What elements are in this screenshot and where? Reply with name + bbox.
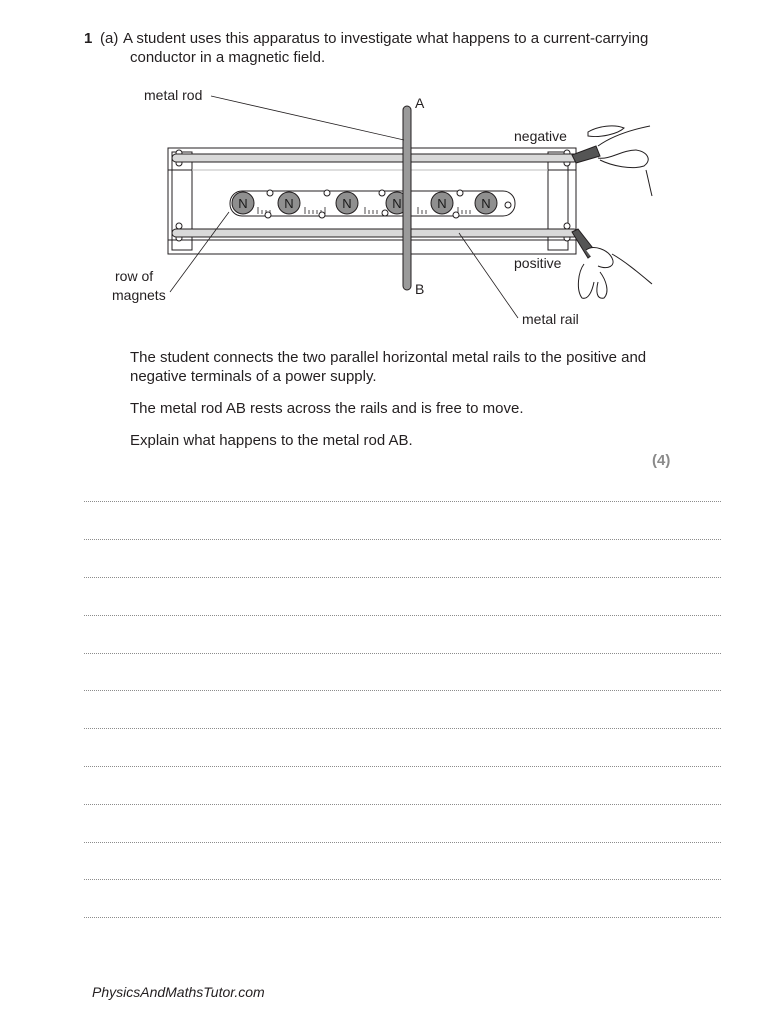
label-end-a: A: [415, 95, 425, 111]
magnet: [278, 192, 300, 214]
answer-line[interactable]: [84, 690, 721, 691]
footer-source: PhysicsAndMathsTutor.com: [92, 984, 265, 1000]
label-row-of: row of: [115, 268, 154, 284]
paragraph-connection-line-1: The student connects the two parallel horizontal metal rails to the positive and: [130, 349, 647, 366]
answer-line[interactable]: [84, 842, 721, 843]
marks-available: (4): [652, 452, 671, 469]
question-number: 1: [84, 30, 93, 47]
question-intro-line-1: A student uses this apparatus to investigate what happens to a current-carrying: [123, 30, 649, 47]
svg-text:N: N: [392, 196, 402, 211]
svg-text:N: N: [284, 196, 294, 211]
answer-line[interactable]: [84, 879, 721, 880]
label-positive: positive: [514, 255, 562, 271]
paragraph-connection: [130, 348, 650, 386]
question-intro-line-2: conductor in a magnetic field.: [130, 49, 326, 66]
positive-probe-hand: [572, 229, 652, 298]
question-part: (a): [100, 30, 119, 47]
answer-line[interactable]: [84, 615, 721, 616]
paragraph-connection-line-2: negative terminals of a power supply.: [130, 368, 377, 385]
label-metal-rod: metal rod: [144, 87, 203, 103]
label-negative: negative: [514, 128, 567, 144]
svg-text:N: N: [437, 196, 447, 211]
label-magnets: magnets: [112, 287, 166, 303]
svg-text:N: N: [238, 196, 248, 211]
answer-line[interactable]: [84, 728, 721, 729]
answer-line[interactable]: [84, 539, 721, 540]
svg-text:N: N: [342, 196, 352, 211]
magnet: [475, 192, 497, 214]
magnet: [232, 192, 254, 214]
answer-line[interactable]: [84, 766, 721, 767]
answer-line[interactable]: [84, 577, 721, 578]
negative-probe-hand: [572, 126, 652, 196]
answer-line[interactable]: [84, 804, 721, 805]
magnet: [431, 192, 453, 214]
magnet-strip: [230, 190, 515, 218]
magnet: [336, 192, 358, 214]
svg-text:N: N: [481, 196, 491, 211]
paragraph-rod-rests: The metal rod AB rests across the rails and is free to move.: [130, 400, 524, 417]
answer-line[interactable]: [84, 653, 721, 654]
answer-line[interactable]: [84, 501, 721, 502]
metal-rod-ab: [403, 106, 411, 290]
paragraph-instruction: Explain what happens to the metal rod AB.: [130, 432, 413, 449]
answer-line[interactable]: [84, 917, 721, 918]
label-end-b: B: [415, 281, 425, 297]
label-metal-rail: metal rail: [522, 311, 579, 327]
apparatus-diagram: [0, 0, 768, 340]
